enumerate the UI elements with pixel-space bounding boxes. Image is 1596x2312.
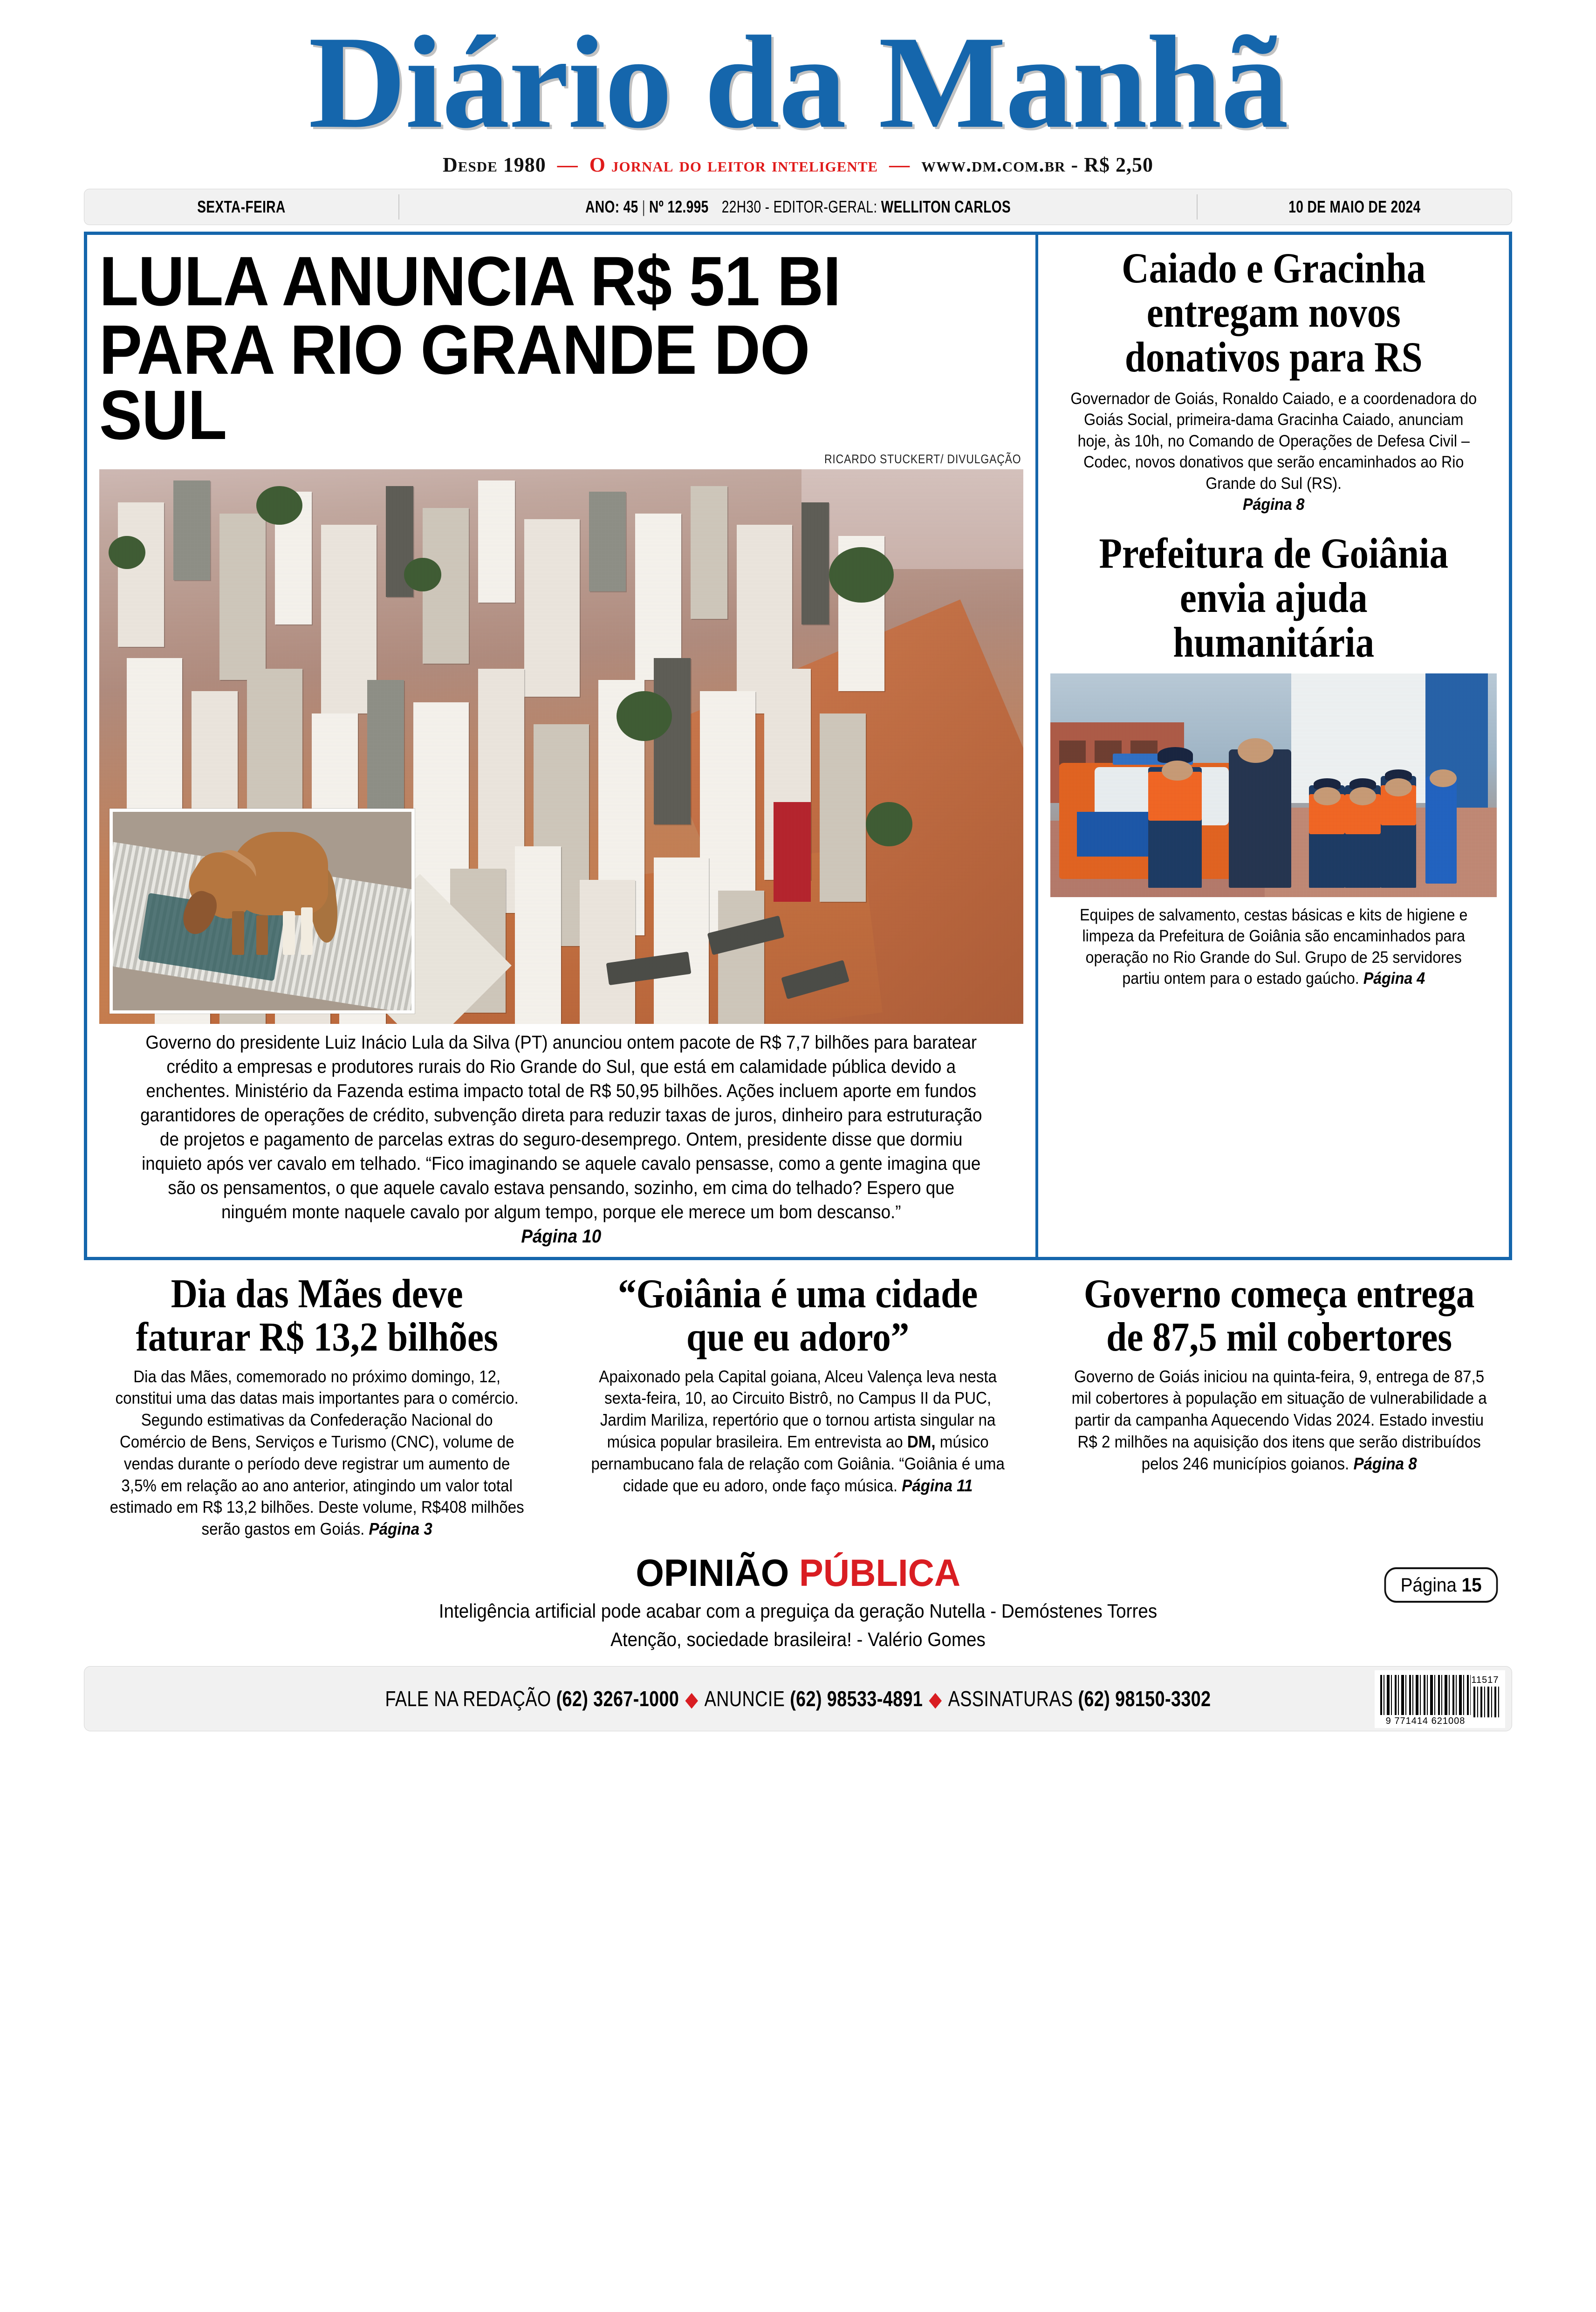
tagline-dash-left: — — [551, 153, 584, 176]
opinion-title — [636, 1551, 960, 1595]
photo-building — [219, 514, 266, 680]
bottom-story-3 — [1039, 1272, 1512, 1540]
bottom-story-2-text-bold: DM, — [907, 1432, 936, 1452]
footer-assinaturas-phone[interactable]: (62) 98150-3302 — [1078, 1686, 1211, 1711]
bottom-stories-row — [84, 1272, 1512, 1540]
inset-horse-leg — [232, 911, 244, 955]
inset-horse-leg — [256, 915, 268, 955]
info-editor-label: EDITOR-GERAL: — [773, 197, 877, 216]
bottom-story-1-headline[interactable]: Dia das Mães deve faturar R$ 13,2 bilhões — [136, 1271, 498, 1360]
photo-tree — [404, 558, 441, 591]
opinion-title-red: PÚBLICA — [799, 1552, 960, 1594]
info-divider-left — [398, 194, 399, 220]
inset-horse-leg — [301, 907, 313, 955]
sidebar-photo-guard-face — [1349, 787, 1377, 805]
photo-building — [524, 519, 580, 697]
sidebar-story2-caption-text: Equipes de salvamento, cestas básicas e kits de higiene e limpeza da Prefeitura de Goiânia são encaminhados para operação no Rio Grande do Sul. Grupo de 25 servidores partiu ontem para o estado gaúcho. — [1079, 906, 1467, 988]
photo-building — [654, 858, 709, 1024]
barcode-addon-number: 11517 — [1471, 1674, 1499, 1685]
opinion-page-number: 15 — [1461, 1574, 1482, 1596]
info-date: 10 DE MAIO DE 2024 — [1288, 197, 1421, 216]
sidebar-photo-civilian — [1425, 776, 1457, 883]
photo-building — [801, 502, 829, 624]
diamond-icon: ◆ — [929, 1688, 942, 1711]
sidebar-story2-page-ref[interactable]: Página 4 — [1363, 969, 1425, 988]
lead-body-text — [136, 1030, 986, 1249]
info-bar — [84, 189, 1512, 225]
photo-building — [635, 514, 681, 680]
info-issue: Nº 12.995 — [649, 197, 709, 216]
photo-building — [654, 658, 691, 824]
sidebar-photo-guard-face — [1385, 778, 1412, 796]
barcode — [1375, 1670, 1505, 1728]
photo-tree — [616, 691, 672, 741]
barcode-addon-bars — [1473, 1687, 1500, 1717]
footer-anuncie-label: ANUNCIE — [704, 1686, 790, 1711]
opinion-page-badge[interactable] — [1384, 1567, 1498, 1603]
info-divider-right — [1197, 194, 1198, 220]
photo-building — [580, 880, 635, 1024]
bottom-story-2-text-post: músico pernambucano fala de relação com Goiânia. “Goiânia é uma cidade que eu adoro, onde faço música. — [591, 1432, 1005, 1495]
footer-assinaturas-label: ASSINATURAS — [948, 1686, 1078, 1711]
inset-horse-leg — [283, 911, 295, 955]
info-year: ANO: 45 — [585, 197, 638, 216]
sidebar-photo-civilian-face — [1430, 769, 1457, 787]
photo-building — [820, 713, 866, 902]
lead-photo-inset-horse-on-roof — [110, 809, 415, 1014]
lead-photo-credit: RICARDO STUCKERT/ DIVULGAÇÃO — [824, 452, 1021, 467]
info-pipe: | — [642, 197, 646, 216]
bottom-story-1-body — [109, 1366, 526, 1540]
tagline-dash-right: — — [884, 153, 916, 176]
photo-building — [691, 486, 727, 619]
photo-building — [589, 492, 626, 591]
lead-story-column — [87, 235, 1038, 1257]
photo-building — [718, 891, 764, 1024]
lead-page-ref[interactable]: Página 10 — [521, 1226, 602, 1247]
info-edition-group: ANO: 45 | Nº 12.995 22H30 - EDITOR-GERAL: WELLITON CARLOS — [585, 197, 1011, 216]
bottom-story-1 — [84, 1272, 557, 1540]
barcode-number: 9 771414 621008 — [1385, 1715, 1466, 1726]
photo-sky — [801, 469, 1023, 569]
photo-building — [118, 502, 164, 646]
sidebar-photo-rescue-team — [1050, 673, 1497, 897]
footer-redacao-phone[interactable]: (62) 3267-1000 — [556, 1686, 679, 1711]
bottom-story-3-body — [1071, 1366, 1488, 1475]
masthead — [84, 0, 1512, 177]
barcode-bars — [1380, 1675, 1471, 1715]
opinion-lines — [141, 1597, 1455, 1654]
footer-redacao-label: FALE NA REDAÇÃO — [385, 1686, 556, 1711]
opinion-page-label: Página — [1400, 1574, 1462, 1596]
sidebar-photo-window — [1059, 741, 1086, 765]
footer-contact-bar — [84, 1666, 1512, 1731]
bottom-story-1-page-ref[interactable]: Página 3 — [369, 1519, 432, 1539]
tagline-slogan: O jornal do leitor inteligente — [589, 153, 878, 176]
photo-tree — [256, 486, 302, 525]
sidebar-column — [1038, 235, 1509, 1257]
info-editor-name: WELLITON CARLOS — [881, 197, 1011, 216]
sidebar-story2-caption — [1068, 905, 1479, 989]
opinion-line-2[interactable]: Atenção, sociedade brasileira! - Valério Gomes — [610, 1628, 986, 1650]
photo-building — [515, 846, 561, 1024]
bottom-story-2-body — [589, 1366, 1007, 1497]
sidebar-story1-headline[interactable]: Caiado e Gracinha entregam novos donativos para RS — [1121, 244, 1425, 381]
info-time: 22H30 — [721, 197, 761, 216]
photo-tree — [829, 547, 894, 603]
sidebar-story2-headline[interactable]: Prefeitura de Goiânia envia ajuda humanitária — [1098, 529, 1448, 666]
sidebar-photo-officer-face — [1162, 761, 1193, 781]
masthead-title: Diário da Manhã — [308, 8, 1288, 156]
tagline-site-price: www.dm.com.br - R$ 2,50 — [921, 153, 1153, 176]
sidebar-story1-text: Governador de Goiás, Ronaldo Caiado, e a coordenadora do Goiás Social, primeira-dama Gracinha Caiado, anunciam hoje, às 10h, no Comando de Operações de Defesa Civil – Codec, novos donativos que serão encaminhados ao Rio Grande do Sul (RS). — [1070, 389, 1477, 493]
sidebar-story1-body — [1068, 388, 1479, 515]
main-content-box — [84, 232, 1512, 1261]
lead-headline-line1: LULA ANUNCIA R$ 51 BI — [99, 241, 841, 320]
bottom-story-3-text: Governo de Goiás iniciou na quinta-feira, 9, entrega de 87,5 mil cobertores à população em situação de vulnerabilidade a partir da campanha Aquecendo Vidas 2024. Estado investiu R$ 2 milhões na aquisição dos itens que serão distribuídos pelos 246 municípios goianos. — [1071, 1366, 1487, 1473]
photo-building — [173, 480, 210, 580]
diamond-icon: ◆ — [685, 1688, 699, 1711]
sidebar-story1-page-ref[interactable]: Página 8 — [1242, 495, 1304, 514]
opinion-title-black: OPINIÃO — [636, 1552, 799, 1594]
sidebar-photo-mayor-face — [1238, 738, 1274, 763]
opinion-line-1[interactable]: Inteligência artificial pode acabar com a preguiça da geração Nutella - Demóstenes Torres — [438, 1600, 1158, 1622]
photo-billboard — [774, 802, 810, 902]
lead-headline-line2: PARA RIO GRANDE DO SUL — [99, 310, 810, 454]
bottom-story-2-page-ref[interactable]: Página 11 — [902, 1475, 973, 1495]
opinion-section — [84, 1551, 1512, 1654]
lead-body-paragraph: Governo do presidente Luiz Inácio Lula da Silva (PT) anunciou ontem pacote de R$ 7,7 bilhões para baratear crédito a empresas e produtores rurais do Rio Grande do Sul, que está em calamidade pública devido a enchentes. Ministério da Fazenda estima impacto total de R$ 50,95 bilhões. Ações incluem aporte em fundos garantidores de operações de crédito, subvenção direta para reduzir taxas de juros, dinheiro para estruturação de projetos e pagamento de parcelas extras do seguro-desemprego. Ontem, presidente disse que dormiu inquieto após ver cavalo em telhado. “Fico imaginando se aquele cavalo pensasse, como a gente imagina que são os pensamentos, o que aquele cavalo estava pensando, sozinho, em cima do telhado? Espero que ninguém monte naquele cavalo por algum tempo, porque ele merece um bom descanso.” — [140, 1032, 982, 1223]
sidebar-photo-mayor — [1229, 749, 1291, 888]
tagline-since: Desde 1980 — [443, 153, 546, 176]
bottom-story-2 — [557, 1272, 1038, 1540]
sidebar-photo-guard-face — [1314, 787, 1341, 805]
info-weekday: SEXTA-FEIRA — [197, 197, 286, 216]
bottom-story-1-text: Dia das Mães, comemorado no próximo domingo, 12, constitui uma das datas mais importantes para o comércio. Segundo estimativas da Confederação Nacional do Comércio de Bens, Serviços e Turismo (CNC), volume de vendas durante o período deve registrar um aumento de 3,5% em relação ao ano anterior, atingindo um valor total estimado em R$ 13,2 bilhões. Deste volume, R$408 milhões serão gastos em Goiás. — [110, 1366, 524, 1539]
footer-text — [213, 1686, 1384, 1711]
photo-building — [478, 480, 515, 603]
photo-tree — [109, 536, 145, 569]
bottom-story-2-text-pre: Apaixonado pela Capital goiana, Alceu Valença leva nesta sexta-feira, 10, ao Circuito Bistrô, no Campus II da PUC, Jardim Mariliza, repertório que o tornou artista singular na música popular brasileira. Em entrevista ao — [599, 1366, 997, 1452]
footer-anuncie-phone[interactable]: (62) 98533-4891 — [790, 1686, 923, 1711]
lead-photo-wrapper — [99, 469, 1023, 1024]
bottom-story-3-page-ref[interactable]: Página 8 — [1353, 1454, 1417, 1473]
bottom-story-3-headline[interactable]: Governo começa entrega de 87,5 mil cobertores — [1083, 1271, 1475, 1360]
masthead-tagline — [84, 153, 1512, 177]
bottom-story-2-headline[interactable]: “Goiânia é uma cidade que eu adoro” — [618, 1271, 978, 1360]
photo-tree — [866, 802, 912, 846]
